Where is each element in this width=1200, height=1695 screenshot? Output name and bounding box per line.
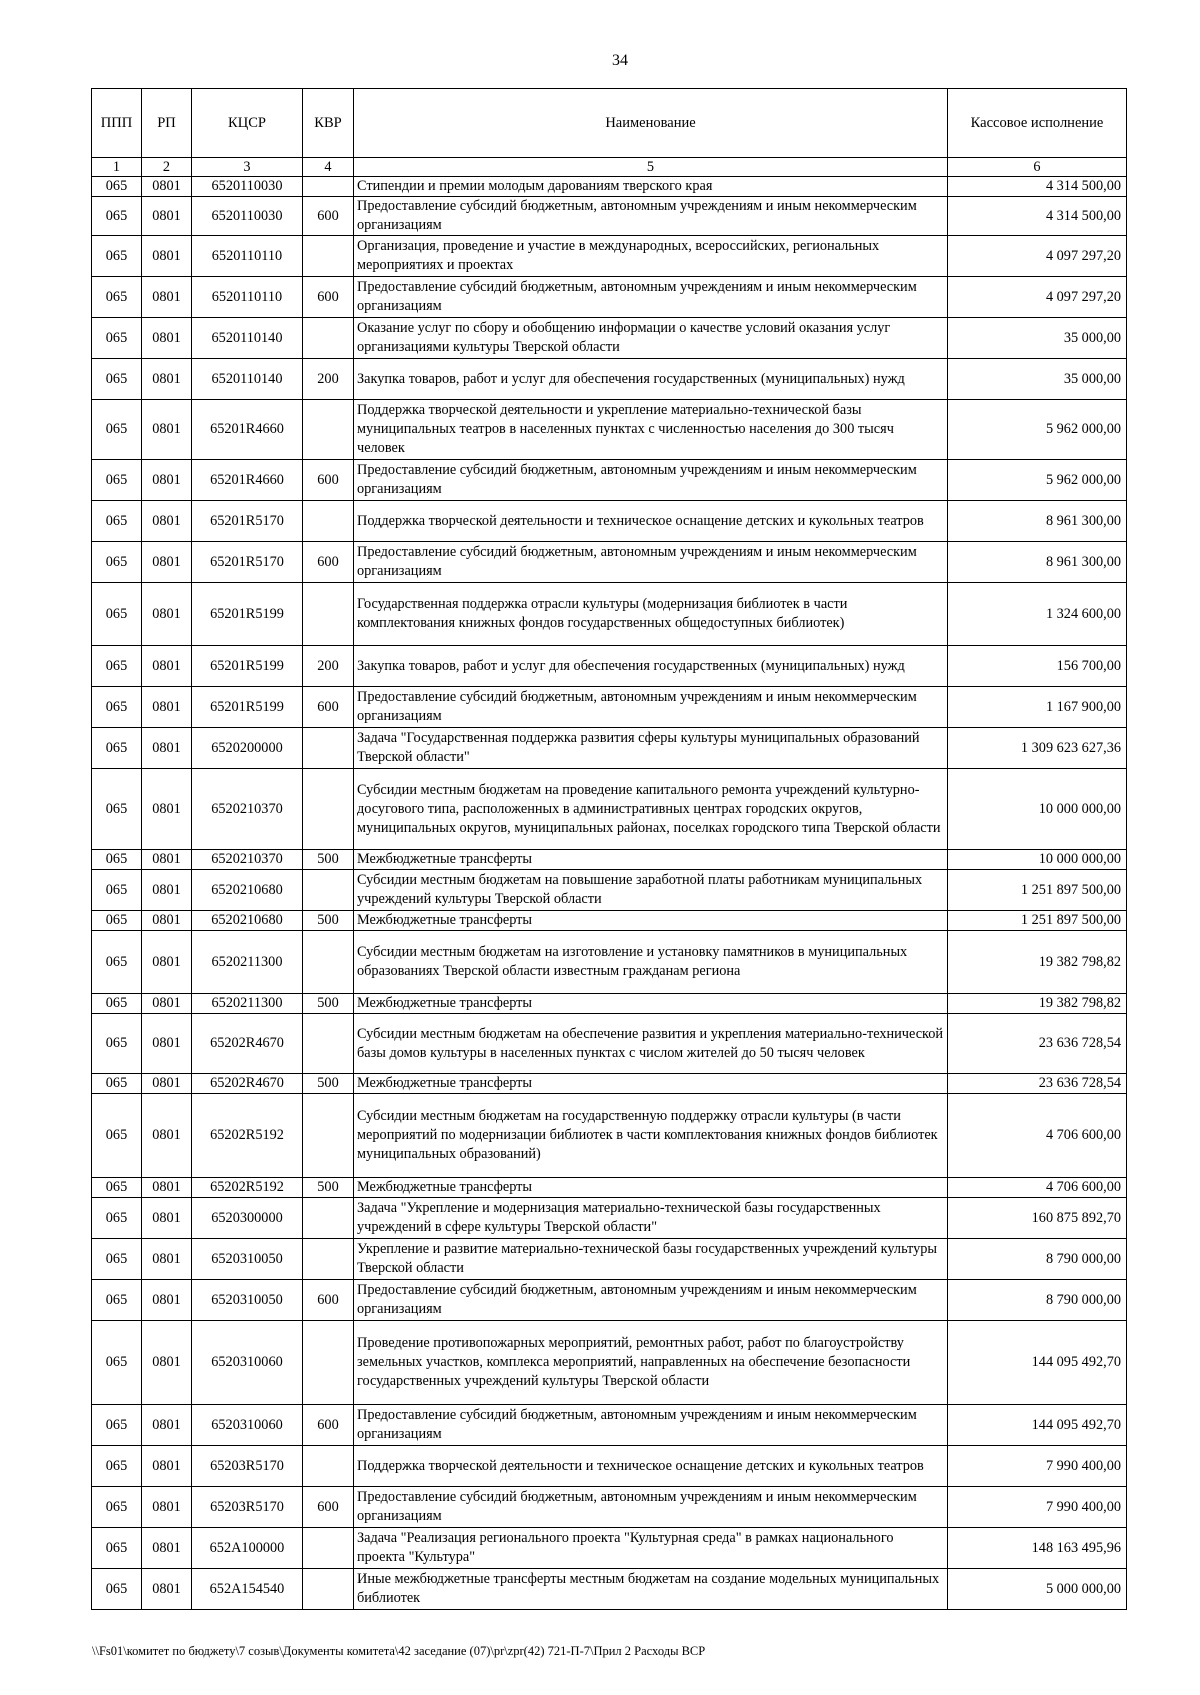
expenditure-table <box>91 88 1127 1610</box>
cell-kvr <box>303 1446 354 1487</box>
cell-rp: 0801 <box>142 1178 192 1198</box>
cell-ppp: 065 <box>92 1487 142 1528</box>
cell-name: Задача "Государственная поддержка развития сферы культуры муниципальных образований Тверской области" <box>354 728 948 769</box>
table-row <box>92 1487 1127 1528</box>
table-row <box>92 542 1127 583</box>
cell-kcsr: 6520110110 <box>192 277 303 318</box>
cell-name: Иные межбюджетные трансферты местным бюджетам на создание модельных муниципальных библиотек <box>354 1569 948 1610</box>
cell-amount: 4 314 500,00 <box>948 177 1127 197</box>
cell-kcsr: 652A100000 <box>192 1528 303 1569</box>
cell-kcsr: 6520110030 <box>192 177 303 197</box>
cell-kcsr: 65201R4660 <box>192 460 303 501</box>
cell-name: Субсидии местным бюджетам на обеспечение развития и укрепления материально-технической базы домов культуры в населенных пунктах с числом жителей до 50 тысяч человек <box>354 1014 948 1074</box>
cell-kvr: 600 <box>303 1487 354 1528</box>
cell-name: Закупка товаров, работ и услуг для обеспечения государственных (муниципальных) нужд <box>354 359 948 400</box>
cell-ppp: 065 <box>92 359 142 400</box>
cell-ppp: 065 <box>92 911 142 931</box>
header-name: Наименование <box>354 89 948 158</box>
cell-kvr <box>303 236 354 277</box>
cell-amount: 4 706 600,00 <box>948 1094 1127 1178</box>
cell-kcsr: 6520110110 <box>192 236 303 277</box>
cell-ppp: 065 <box>92 277 142 318</box>
table-row <box>92 1528 1127 1569</box>
cell-rp: 0801 <box>142 277 192 318</box>
cell-amount: 144 095 492,70 <box>948 1405 1127 1446</box>
cell-kcsr: 6520210370 <box>192 850 303 870</box>
cell-kvr <box>303 728 354 769</box>
column-number: 3 <box>192 158 303 177</box>
cell-name: Задача "Реализация регионального проекта "Культурная среда" в рамках национального проекта "Культура" <box>354 1528 948 1569</box>
cell-amount: 5 962 000,00 <box>948 460 1127 501</box>
table-row <box>92 911 1127 931</box>
cell-rp: 0801 <box>142 1528 192 1569</box>
cell-amount: 4 097 297,20 <box>948 277 1127 318</box>
table-row <box>92 646 1127 687</box>
table-row <box>92 1239 1127 1280</box>
cell-rp: 0801 <box>142 1321 192 1405</box>
cell-rp: 0801 <box>142 542 192 583</box>
cell-name: Предоставление субсидий бюджетным, автономным учреждениям и иным некоммерческим организациям <box>354 197 948 236</box>
cell-ppp: 065 <box>92 728 142 769</box>
cell-name: Стипендии и премии молодым дарованиям тверского края <box>354 177 948 197</box>
column-number-row <box>92 158 1127 177</box>
cell-kvr: 500 <box>303 1178 354 1198</box>
cell-rp: 0801 <box>142 197 192 236</box>
cell-name: Субсидии местным бюджетам на повышение заработной платы работникам муниципальных учреждений культуры Тверской области <box>354 870 948 911</box>
cell-amount: 7 990 400,00 <box>948 1487 1127 1528</box>
cell-rp: 0801 <box>142 850 192 870</box>
table-row <box>92 994 1127 1014</box>
cell-name: Межбюджетные трансферты <box>354 994 948 1014</box>
cell-ppp: 065 <box>92 870 142 911</box>
cell-kcsr: 65202R4670 <box>192 1074 303 1094</box>
table-row <box>92 1446 1127 1487</box>
cell-kcsr: 6520211300 <box>192 994 303 1014</box>
cell-amount: 148 163 495,96 <box>948 1528 1127 1569</box>
cell-amount: 4 097 297,20 <box>948 236 1127 277</box>
cell-ppp: 065 <box>92 1569 142 1610</box>
table-row <box>92 728 1127 769</box>
cell-amount: 160 875 892,70 <box>948 1198 1127 1239</box>
cell-kvr <box>303 318 354 359</box>
cell-name: Межбюджетные трансферты <box>354 1074 948 1094</box>
cell-rp: 0801 <box>142 236 192 277</box>
cell-ppp: 065 <box>92 1074 142 1094</box>
cell-ppp: 065 <box>92 1094 142 1178</box>
table-row <box>92 931 1127 994</box>
cell-kvr: 200 <box>303 359 354 400</box>
cell-rp: 0801 <box>142 931 192 994</box>
cell-kvr <box>303 1094 354 1178</box>
cell-amount: 19 382 798,82 <box>948 931 1127 994</box>
cell-ppp: 065 <box>92 646 142 687</box>
header-kcsr: КЦСР <box>192 89 303 158</box>
table-row <box>92 197 1127 236</box>
cell-rp: 0801 <box>142 911 192 931</box>
cell-kvr: 600 <box>303 197 354 236</box>
table-row <box>92 1198 1127 1239</box>
cell-ppp: 065 <box>92 197 142 236</box>
table-row <box>92 460 1127 501</box>
cell-amount: 10 000 000,00 <box>948 769 1127 850</box>
cell-kvr <box>303 1239 354 1280</box>
cell-amount: 35 000,00 <box>948 318 1127 359</box>
cell-ppp: 065 <box>92 769 142 850</box>
cell-name: Предоставление субсидий бюджетным, автономным учреждениям и иным некоммерческим организациям <box>354 1280 948 1321</box>
table-row <box>92 769 1127 850</box>
table-row <box>92 687 1127 728</box>
cell-kvr <box>303 400 354 460</box>
cell-kcsr: 6520300000 <box>192 1198 303 1239</box>
cell-kcsr: 65201R5199 <box>192 646 303 687</box>
table-row <box>92 1014 1127 1074</box>
cell-kvr <box>303 1569 354 1610</box>
column-number: 5 <box>354 158 948 177</box>
cell-kcsr: 6520210370 <box>192 769 303 850</box>
cell-ppp: 065 <box>92 931 142 994</box>
cell-name: Поддержка творческой деятельности и техническое оснащение детских и кукольных театров <box>354 501 948 542</box>
cell-rp: 0801 <box>142 1405 192 1446</box>
cell-name: Предоставление субсидий бюджетным, автономным учреждениям и иным некоммерческим организациям <box>354 460 948 501</box>
cell-ppp: 065 <box>92 1405 142 1446</box>
cell-name: Оказание услуг по сбору и обобщению информации о качестве условий оказания услуг организациями культуры Тверской области <box>354 318 948 359</box>
cell-kcsr: 6520310060 <box>192 1405 303 1446</box>
table-row <box>92 1280 1127 1321</box>
cell-kcsr: 65202R5192 <box>192 1094 303 1178</box>
cell-kvr <box>303 931 354 994</box>
cell-rp: 0801 <box>142 177 192 197</box>
cell-amount: 144 095 492,70 <box>948 1321 1127 1405</box>
cell-kvr: 600 <box>303 277 354 318</box>
cell-name: Предоставление субсидий бюджетным, автономным учреждениям и иным некоммерческим организациям <box>354 687 948 728</box>
cell-kcsr: 6520110140 <box>192 318 303 359</box>
cell-rp: 0801 <box>142 687 192 728</box>
cell-kcsr: 652A154540 <box>192 1569 303 1610</box>
cell-kvr <box>303 1198 354 1239</box>
cell-rp: 0801 <box>142 359 192 400</box>
cell-ppp: 065 <box>92 236 142 277</box>
cell-amount: 8 961 300,00 <box>948 501 1127 542</box>
table-row <box>92 850 1127 870</box>
cell-name: Закупка товаров, работ и услуг для обеспечения государственных (муниципальных) нужд <box>354 646 948 687</box>
cell-rp: 0801 <box>142 728 192 769</box>
table-row <box>92 1178 1127 1198</box>
cell-kcsr: 65202R4670 <box>192 1014 303 1074</box>
cell-kvr <box>303 870 354 911</box>
cell-ppp: 065 <box>92 1014 142 1074</box>
cell-rp: 0801 <box>142 646 192 687</box>
table-row <box>92 1321 1127 1405</box>
cell-amount: 8 790 000,00 <box>948 1239 1127 1280</box>
cell-amount: 35 000,00 <box>948 359 1127 400</box>
cell-name: Предоставление субсидий бюджетным, автономным учреждениям и иным некоммерческим организациям <box>354 1487 948 1528</box>
table-row <box>92 1074 1127 1094</box>
cell-rp: 0801 <box>142 769 192 850</box>
column-number: 6 <box>948 158 1127 177</box>
cell-name: Поддержка творческой деятельности и техническое оснащение детских и кукольных театров <box>354 1446 948 1487</box>
cell-amount: 1 324 600,00 <box>948 583 1127 646</box>
cell-rp: 0801 <box>142 1569 192 1610</box>
cell-kvr: 500 <box>303 850 354 870</box>
header-rp: РП <box>142 89 192 158</box>
table-row <box>92 236 1127 277</box>
table-row <box>92 318 1127 359</box>
cell-amount: 23 636 728,54 <box>948 1014 1127 1074</box>
page-number: 34 <box>612 52 628 69</box>
column-number: 2 <box>142 158 192 177</box>
cell-name: Укрепление и развитие материально-технической базы государственных учреждений культуры Тверской области <box>354 1239 948 1280</box>
cell-kvr <box>303 177 354 197</box>
table-row <box>92 870 1127 911</box>
cell-kcsr: 6520310050 <box>192 1280 303 1321</box>
cell-kcsr: 6520310060 <box>192 1321 303 1405</box>
cell-amount: 23 636 728,54 <box>948 1074 1127 1094</box>
cell-kvr <box>303 1528 354 1569</box>
cell-amount: 1 167 900,00 <box>948 687 1127 728</box>
cell-kcsr: 65201R5199 <box>192 583 303 646</box>
cell-rp: 0801 <box>142 501 192 542</box>
cell-ppp: 065 <box>92 1178 142 1198</box>
cell-ppp: 065 <box>92 542 142 583</box>
cell-ppp: 065 <box>92 1446 142 1487</box>
cell-ppp: 065 <box>92 1528 142 1569</box>
cell-ppp: 065 <box>92 177 142 197</box>
cell-name: Организация, проведение и участие в международных, всероссийских, региональных мероприятиях и проектах <box>354 236 948 277</box>
cell-ppp: 065 <box>92 583 142 646</box>
cell-kcsr: 6520210680 <box>192 870 303 911</box>
cell-kvr: 600 <box>303 542 354 583</box>
cell-ppp: 065 <box>92 850 142 870</box>
cell-ppp: 065 <box>92 400 142 460</box>
cell-rp: 0801 <box>142 318 192 359</box>
cell-kvr <box>303 769 354 850</box>
cell-name: Межбюджетные трансферты <box>354 911 948 931</box>
cell-kvr: 500 <box>303 994 354 1014</box>
cell-kcsr: 65201R4660 <box>192 400 303 460</box>
cell-kcsr: 65203R5170 <box>192 1487 303 1528</box>
cell-name: Межбюджетные трансферты <box>354 1178 948 1198</box>
cell-rp: 0801 <box>142 583 192 646</box>
cell-amount: 8 961 300,00 <box>948 542 1127 583</box>
cell-name: Межбюджетные трансферты <box>354 850 948 870</box>
cell-rp: 0801 <box>142 1014 192 1074</box>
cell-kvr: 200 <box>303 646 354 687</box>
cell-kvr: 600 <box>303 1405 354 1446</box>
header-kvr: КВР <box>303 89 354 158</box>
cell-kcsr: 6520210680 <box>192 911 303 931</box>
cell-ppp: 065 <box>92 994 142 1014</box>
table-row <box>92 359 1127 400</box>
cell-kvr: 500 <box>303 1074 354 1094</box>
cell-rp: 0801 <box>142 870 192 911</box>
table-row <box>92 1094 1127 1178</box>
cell-name: Государственная поддержка отрасли культуры (модернизация библиотек в части комплектования книжных фондов государственных общедоступных библиотек) <box>354 583 948 646</box>
cell-amount: 1 309 623 627,36 <box>948 728 1127 769</box>
cell-rp: 0801 <box>142 460 192 501</box>
cell-name: Субсидии местным бюджетам на проведение капитального ремонта учреждений культурно-досугового типа, расположенных в административных центрах городских округов, муниципальных округов, муниципальных районах, поселках городского типа Тверской области <box>354 769 948 850</box>
cell-kcsr: 6520110030 <box>192 197 303 236</box>
table-row <box>92 400 1127 460</box>
cell-kvr: 600 <box>303 1280 354 1321</box>
cell-name: Субсидии местным бюджетам на государственную поддержку отрасли культуры (в части мероприятий по модернизации библиотек в части комплектования книжных фондов библиотек муниципальных образований) <box>354 1094 948 1178</box>
table-row <box>92 277 1127 318</box>
cell-ppp: 065 <box>92 1280 142 1321</box>
cell-kcsr: 6520310050 <box>192 1239 303 1280</box>
header-amount: Кассовое исполнение <box>948 89 1127 158</box>
cell-rp: 0801 <box>142 1487 192 1528</box>
cell-ppp: 065 <box>92 687 142 728</box>
cell-name: Проведение противопожарных мероприятий, ремонтных работ, работ по благоустройству земельных участков, комплекса мероприятий, направленных на обеспечение безопасности государственных учреждений культуры Тверской области <box>354 1321 948 1405</box>
cell-rp: 0801 <box>142 1198 192 1239</box>
cell-rp: 0801 <box>142 994 192 1014</box>
cell-name: Субсидии местным бюджетам на изготовление и установку памятников в муниципальных образованиях Тверской области известным гражданам региона <box>354 931 948 994</box>
table-row <box>92 501 1127 542</box>
cell-amount: 5 000 000,00 <box>948 1569 1127 1610</box>
table-row <box>92 177 1127 197</box>
table-row <box>92 583 1127 646</box>
cell-name: Задача "Укрепление и модернизация материально-технической базы государственных учреждений в сфере культуры Тверской области" <box>354 1198 948 1239</box>
table-row <box>92 1405 1127 1446</box>
cell-ppp: 065 <box>92 1239 142 1280</box>
cell-name: Поддержка творческой деятельности и укрепление материально-технической базы муниципальных театров в населенных пунктах с численностью населения до 300 тысяч человек <box>354 400 948 460</box>
cell-kcsr: 6520200000 <box>192 728 303 769</box>
cell-kcsr: 65202R5192 <box>192 1178 303 1198</box>
cell-amount: 4 706 600,00 <box>948 1178 1127 1198</box>
cell-rp: 0801 <box>142 1446 192 1487</box>
cell-amount: 4 314 500,00 <box>948 197 1127 236</box>
cell-kcsr: 65201R5170 <box>192 501 303 542</box>
table-row <box>92 1569 1127 1610</box>
cell-ppp: 065 <box>92 1321 142 1405</box>
cell-kcsr: 6520110140 <box>192 359 303 400</box>
file-path-footer: \\Fs01\комитет по бюджету\7 созыв\Документы комитета\42 заседание (07)\pr\zpr(42) 721-П-7\Прил 2 Расходы ВСР <box>92 1644 706 1658</box>
table-header-row <box>92 89 1127 158</box>
cell-kvr <box>303 583 354 646</box>
cell-rp: 0801 <box>142 1094 192 1178</box>
cell-amount: 8 790 000,00 <box>948 1280 1127 1321</box>
cell-kcsr: 65203R5170 <box>192 1446 303 1487</box>
column-number: 1 <box>92 158 142 177</box>
cell-amount: 1 251 897 500,00 <box>948 870 1127 911</box>
cell-amount: 19 382 798,82 <box>948 994 1127 1014</box>
cell-ppp: 065 <box>92 501 142 542</box>
cell-amount: 156 700,00 <box>948 646 1127 687</box>
cell-rp: 0801 <box>142 1074 192 1094</box>
cell-kvr: 500 <box>303 911 354 931</box>
cell-rp: 0801 <box>142 400 192 460</box>
cell-amount: 7 990 400,00 <box>948 1446 1127 1487</box>
cell-name: Предоставление субсидий бюджетным, автономным учреждениям и иным некоммерческим организациям <box>354 1405 948 1446</box>
cell-amount: 10 000 000,00 <box>948 850 1127 870</box>
cell-kcsr: 65201R5170 <box>192 542 303 583</box>
cell-ppp: 065 <box>92 1198 142 1239</box>
cell-kvr <box>303 1321 354 1405</box>
cell-name: Предоставление субсидий бюджетным, автономным учреждениям и иным некоммерческим организациям <box>354 277 948 318</box>
cell-amount: 5 962 000,00 <box>948 400 1127 460</box>
cell-name: Предоставление субсидий бюджетным, автономным учреждениям и иным некоммерческим организациям <box>354 542 948 583</box>
header-ppp: ППП <box>92 89 142 158</box>
table-body <box>92 177 1127 1610</box>
cell-ppp: 065 <box>92 460 142 501</box>
cell-ppp: 065 <box>92 318 142 359</box>
cell-kvr <box>303 1014 354 1074</box>
cell-kvr <box>303 501 354 542</box>
column-number: 4 <box>303 158 354 177</box>
cell-kvr: 600 <box>303 460 354 501</box>
cell-kcsr: 6520211300 <box>192 931 303 994</box>
cell-kcsr: 65201R5199 <box>192 687 303 728</box>
cell-kvr: 600 <box>303 687 354 728</box>
cell-rp: 0801 <box>142 1239 192 1280</box>
cell-rp: 0801 <box>142 1280 192 1321</box>
cell-amount: 1 251 897 500,00 <box>948 911 1127 931</box>
